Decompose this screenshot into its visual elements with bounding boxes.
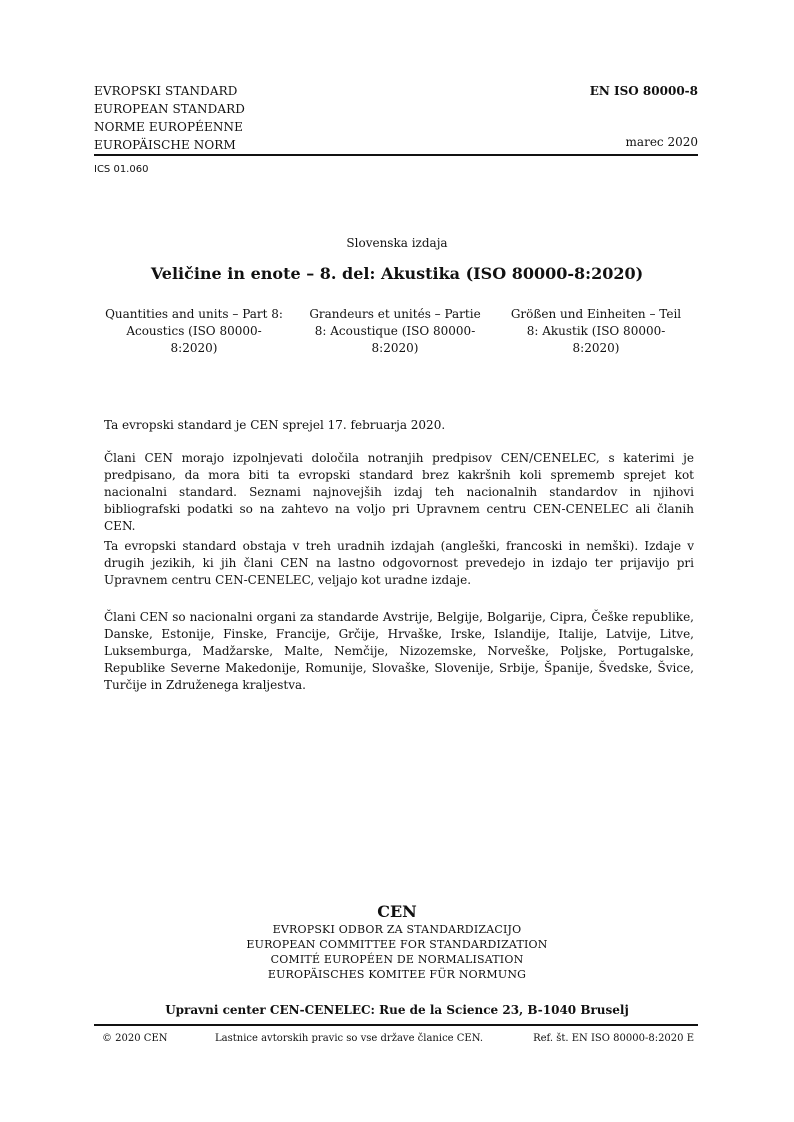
cen-name: CEN [377, 902, 417, 921]
header-divider [94, 154, 698, 156]
cen-address: Upravni center CEN-CENELEC: Rue de la Science 23, B-1040 Bruselj [165, 1003, 629, 1017]
standard-name-de: EUROPÄISCHE NORM [94, 138, 236, 152]
committee-name-de: EUROPÄISCHES KOMITEE FÜR NORMUNG [267, 968, 527, 981]
publication-date: marec 2020 [625, 135, 698, 149]
committee-name-fr: COMITÉ EUROPÉEN DE NORMALISATION [270, 953, 524, 966]
footer-divider [94, 1024, 698, 1026]
reference-number: Ref. št. EN ISO 80000-8:2020 E [533, 1033, 694, 1044]
members-paragraph: Člani CEN so nacionalni organi za standarde Avstrije, Belgije, Bolgarije, Cipra, Češke republike, Danske, Estonije, Finske, Francije, Grčije, Hrvaške, Irske, Islandije, Italije, Latvije, Litve, Luksemburga, Madžarske, Malte, Nemčije, Nizozemske, Norveške, Poljske, Portugalske, Republike Severne Makedonije, Romunije, Slovaške, Slovenije, Srbije, Španije, Švedske, Švice, Turčije in Združenega kraljestva. [104, 610, 694, 692]
copyright: © 2020 CEN [102, 1033, 168, 1044]
page-title: Veličine in enote – 8. del: Akustika (ISO 80000-8:2020) [150, 264, 644, 283]
rights-notice: Lastnice avtorskih pravic so vse države članice CEN. [215, 1033, 484, 1044]
title-french: Grandeurs et unités – Partie 8: Acoustique (ISO 80000-8:2020) [309, 307, 481, 355]
standard-number: EN ISO 80000-8 [589, 84, 698, 98]
adoption-paragraph: Ta evropski standard je CEN sprejel 17. februarja 2020. [104, 418, 446, 432]
title-english: Quantities and units – Part 8: Acoustics (ISO 80000-8:2020) [105, 307, 283, 355]
committee-name-en: EUROPEAN COMMITTEE FOR STANDARDIZATION [246, 938, 548, 951]
standard-name-en: EUROPEAN STANDARD [94, 102, 245, 116]
standard-name-sl: EVROPSKI STANDARD [94, 84, 238, 98]
ics-code: ICS 01.060 [94, 164, 149, 175]
cen-block [0, 902, 794, 982]
title-german: Größen und Einheiten – Teil 8: Akustik (ISO 80000-8:2020) [510, 307, 682, 355]
edition-label: Slovenska izdaja [346, 236, 448, 250]
standard-names [94, 82, 245, 154]
standard-name-fr: NORME EUROPÉENNE [94, 120, 243, 134]
obligation-paragraph: Člani CEN morajo izpolnjevati določila notranjih predpisov CEN/CENELEC, s katerimi je predpisano, da mora biti ta evropski standard brez kakršnih koli sprememb sprejet kot nacionalni standard. Seznami najnovejših izdaj teh nacionalnih standardov in njihovi bibliografski podatki so na zahtevo na voljo pri Upravnem centru CEN-CENELEC ali članih CEN. [104, 451, 694, 533]
versions-paragraph: Ta evropski standard obstaja v treh uradnih izdajah (angleški, francoski in nemški). Izdaje v drugih jezikih, ki jih člani CEN na lastno odgovornost prevedejo in izdajo ter prijavijo pri Upravnem centru CEN-CENELEC, veljajo kot uradne izdaje. [104, 539, 694, 587]
committee-name-sl: EVROPSKI ODBOR ZA STANDARDIZACIJO [272, 923, 522, 936]
